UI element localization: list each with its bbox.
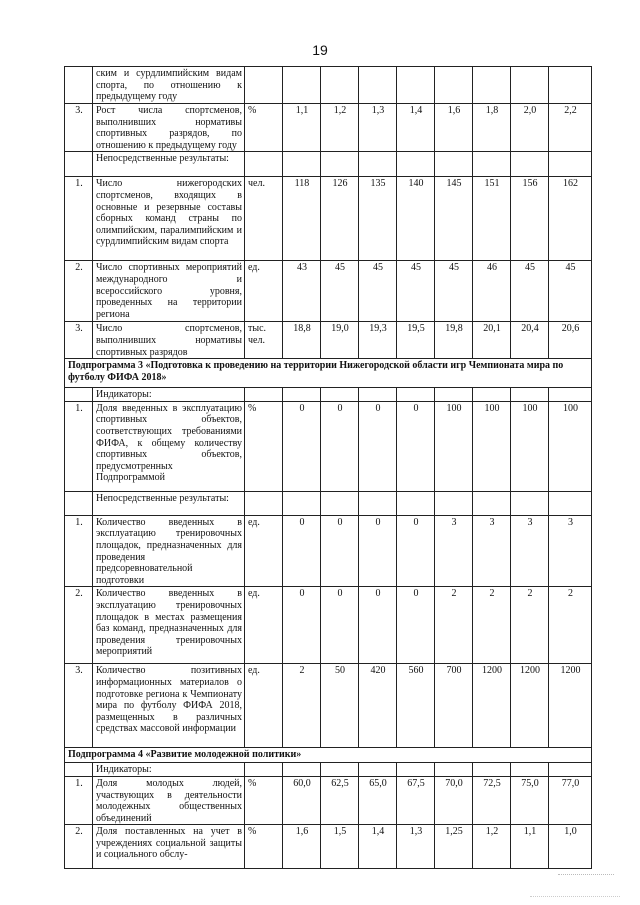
value-cell: 145 <box>435 177 473 261</box>
value-cell: 126 <box>321 177 359 261</box>
unit-cell: % <box>245 825 283 869</box>
unit-cell: тыс. чел. <box>245 322 283 359</box>
value-cell <box>397 388 435 402</box>
value-cell: 1,6 <box>435 104 473 152</box>
value-cell <box>435 152 473 177</box>
value-cell: 72,5 <box>473 776 511 824</box>
value-cell <box>397 491 435 515</box>
value-cell: 1,8 <box>473 104 511 152</box>
table-body <box>65 67 592 869</box>
indicator-name: Число спортивных мероприятий международного и всероссийского уровня, проведенных на территории региона <box>93 261 245 322</box>
value-cell: 67,5 <box>397 776 435 824</box>
value-cell <box>473 388 511 402</box>
table-row <box>65 763 592 777</box>
value-cell: 100 <box>549 401 592 491</box>
value-cell: 2 <box>435 587 473 664</box>
value-cell <box>321 152 359 177</box>
indicator-name: ским и сурдлимпийским видам спорта, по отношению к предыдущему году <box>93 67 245 104</box>
value-cell: 45 <box>511 261 549 322</box>
unit-cell <box>245 388 283 402</box>
value-cell: 0 <box>283 515 321 587</box>
value-cell <box>283 763 321 777</box>
row-number: 3. <box>65 664 93 748</box>
value-cell: 1200 <box>473 664 511 748</box>
value-cell: 0 <box>359 401 397 491</box>
indicator-name: Число нижегородских спортсменов, входящих в основные и резервные составы сборных команд страны по олимпийским, паралимпийским и сурдлимпийским видам спорта <box>93 177 245 261</box>
unit-cell <box>245 152 283 177</box>
value-cell: 1,3 <box>359 104 397 152</box>
value-cell <box>473 491 511 515</box>
value-cell: 100 <box>511 401 549 491</box>
table-row <box>65 67 592 104</box>
value-cell: 420 <box>359 664 397 748</box>
value-cell: 1,6 <box>283 825 321 869</box>
value-cell: 0 <box>321 401 359 491</box>
value-cell <box>511 152 549 177</box>
value-cell <box>473 67 511 104</box>
table-row <box>65 664 592 748</box>
value-cell: 3 <box>473 515 511 587</box>
value-cell: 162 <box>549 177 592 261</box>
value-cell: 0 <box>359 587 397 664</box>
value-cell: 50 <box>321 664 359 748</box>
unit-cell: ед. <box>245 587 283 664</box>
value-cell <box>283 491 321 515</box>
value-cell <box>511 491 549 515</box>
unit-cell <box>245 67 283 104</box>
value-cell <box>283 388 321 402</box>
unit-cell: ед. <box>245 261 283 322</box>
value-cell: 3 <box>511 515 549 587</box>
value-cell <box>435 388 473 402</box>
row-number: 1. <box>65 401 93 491</box>
value-cell <box>321 763 359 777</box>
unit-cell: ед. <box>245 664 283 748</box>
indicator-name: Индикаторы: <box>93 388 245 402</box>
row-number <box>65 388 93 402</box>
value-cell <box>397 67 435 104</box>
value-cell: 46 <box>473 261 511 322</box>
value-cell: 100 <box>435 401 473 491</box>
row-number: 2. <box>65 587 93 664</box>
value-cell: 1,2 <box>321 104 359 152</box>
unit-cell <box>245 763 283 777</box>
value-cell: 1,0 <box>549 825 592 869</box>
row-number: 1. <box>65 776 93 824</box>
row-number <box>65 67 93 104</box>
indicator-name: Доля поставленных на учет в учреждениях социальной защиты и социального обслу- <box>93 825 245 869</box>
value-cell: 20,1 <box>473 322 511 359</box>
value-cell: 19,0 <box>321 322 359 359</box>
value-cell: 19,8 <box>435 322 473 359</box>
value-cell <box>549 152 592 177</box>
value-cell <box>359 491 397 515</box>
subprogram-title: Подпрограмма 3 «Подготовка к проведению на территории Нижегородской области игр Чемпионата мира по футболу ФИФА 2018» <box>65 359 592 388</box>
row-number: 1. <box>65 177 93 261</box>
value-cell: 1,5 <box>321 825 359 869</box>
unit-cell: % <box>245 401 283 491</box>
value-cell: 65,0 <box>359 776 397 824</box>
value-cell: 1,25 <box>435 825 473 869</box>
value-cell: 151 <box>473 177 511 261</box>
value-cell: 156 <box>511 177 549 261</box>
value-cell: 20,4 <box>511 322 549 359</box>
value-cell: 0 <box>359 515 397 587</box>
indicator-name: Доля молодых людей, участвующих в деятельности молодежных общественных объединений <box>93 776 245 824</box>
value-cell: 0 <box>283 401 321 491</box>
value-cell <box>435 491 473 515</box>
row-number: 3. <box>65 104 93 152</box>
value-cell: 2 <box>473 587 511 664</box>
indicator-name: Непосредственные результаты: <box>93 152 245 177</box>
value-cell: 700 <box>435 664 473 748</box>
value-cell <box>511 67 549 104</box>
row-number: 3. <box>65 322 93 359</box>
value-cell: 75,0 <box>511 776 549 824</box>
indicator-name: Рост числа спортсменов, выполнивших нормативы спортивных разрядов, по отношению к предыдущему году <box>93 104 245 152</box>
value-cell: 3 <box>549 515 592 587</box>
value-cell <box>359 763 397 777</box>
table-row <box>65 587 592 664</box>
value-cell: 19,5 <box>397 322 435 359</box>
value-cell: 100 <box>473 401 511 491</box>
value-cell <box>549 763 592 777</box>
indicator-name: Непосредственные результаты: <box>93 491 245 515</box>
table-row <box>65 401 592 491</box>
value-cell: 1,1 <box>511 825 549 869</box>
value-cell <box>511 763 549 777</box>
value-cell: 118 <box>283 177 321 261</box>
value-cell: 135 <box>359 177 397 261</box>
value-cell <box>549 388 592 402</box>
value-cell: 1200 <box>511 664 549 748</box>
row-number: 2. <box>65 261 93 322</box>
table-row <box>65 104 592 152</box>
value-cell: 18,8 <box>283 322 321 359</box>
table-row <box>65 388 592 402</box>
subprogram-title: Подпрограмма 4 «Развитие молодежной политики» <box>65 748 592 763</box>
value-cell: 45 <box>321 261 359 322</box>
value-cell: 43 <box>283 261 321 322</box>
value-cell <box>397 152 435 177</box>
value-cell: 0 <box>397 515 435 587</box>
indicators-table <box>64 66 592 869</box>
value-cell <box>359 67 397 104</box>
indicator-name: Индикаторы: <box>93 763 245 777</box>
value-cell: 1,3 <box>397 825 435 869</box>
indicator-name: Число спортсменов, выполнивших нормативы спортивных разрядов <box>93 322 245 359</box>
value-cell <box>321 491 359 515</box>
value-cell: 0 <box>397 401 435 491</box>
value-cell: 19,3 <box>359 322 397 359</box>
value-cell <box>397 763 435 777</box>
value-cell: 1,2 <box>473 825 511 869</box>
unit-cell: чел. <box>245 177 283 261</box>
table-row <box>65 152 592 177</box>
value-cell: 2 <box>549 587 592 664</box>
value-cell <box>511 388 549 402</box>
value-cell: 45 <box>435 261 473 322</box>
indicator-name: Количество введенных в эксплуатацию тренировочных площадок в местах размещения баз команд, предназначенных для проведения тренировочных мероприятий <box>93 587 245 664</box>
row-number: 2. <box>65 825 93 869</box>
value-cell <box>549 67 592 104</box>
value-cell: 0 <box>321 515 359 587</box>
value-cell: 0 <box>397 587 435 664</box>
value-cell: 0 <box>321 587 359 664</box>
value-cell: 1,1 <box>283 104 321 152</box>
value-cell: 2 <box>511 587 549 664</box>
row-number <box>65 763 93 777</box>
value-cell: 45 <box>359 261 397 322</box>
indicator-name: Количество позитивных информационных материалов о подготовке региона к Чемпионату мира по футболу ФИФА 2018, размещенных в различных средствах массовой информации <box>93 664 245 748</box>
indicator-name: Доля введенных в эксплуатацию спортивных объектов, соответствующих требованиями ФИФА, к общему количеству спортивных объектов, предусмотренных Подпрограммой <box>93 401 245 491</box>
value-cell: 2,0 <box>511 104 549 152</box>
value-cell: 45 <box>397 261 435 322</box>
value-cell: 1200 <box>549 664 592 748</box>
value-cell <box>549 491 592 515</box>
unit-cell <box>245 491 283 515</box>
row-number <box>65 491 93 515</box>
table-row <box>65 322 592 359</box>
row-number <box>65 152 93 177</box>
value-cell: 20,6 <box>549 322 592 359</box>
subprogram-row <box>65 359 592 388</box>
value-cell: 0 <box>283 587 321 664</box>
indicator-name: Количество введенных в эксплуатацию тренировочных площадок, предназначенных для проведения предсоревновательной подготовки <box>93 515 245 587</box>
subprogram-row <box>65 748 592 763</box>
page-number: 19 <box>312 42 328 58</box>
table-row <box>65 177 592 261</box>
value-cell <box>435 67 473 104</box>
value-cell <box>283 67 321 104</box>
value-cell <box>321 388 359 402</box>
value-cell <box>473 152 511 177</box>
value-cell: 2,2 <box>549 104 592 152</box>
value-cell: 560 <box>397 664 435 748</box>
unit-cell: % <box>245 104 283 152</box>
value-cell: 140 <box>397 177 435 261</box>
value-cell: 1,4 <box>397 104 435 152</box>
unit-cell: % <box>245 776 283 824</box>
table-row <box>65 825 592 869</box>
value-cell: 45 <box>549 261 592 322</box>
scan-artifact <box>558 864 614 875</box>
value-cell: 77,0 <box>549 776 592 824</box>
table-row <box>65 261 592 322</box>
value-cell <box>359 152 397 177</box>
value-cell: 60,0 <box>283 776 321 824</box>
value-cell <box>473 763 511 777</box>
value-cell: 62,5 <box>321 776 359 824</box>
value-cell <box>435 763 473 777</box>
value-cell: 1,4 <box>359 825 397 869</box>
scan-artifact <box>530 890 620 897</box>
table-row <box>65 515 592 587</box>
value-cell: 2 <box>283 664 321 748</box>
value-cell <box>283 152 321 177</box>
row-number: 1. <box>65 515 93 587</box>
value-cell: 3 <box>435 515 473 587</box>
table-row <box>65 491 592 515</box>
unit-cell: ед. <box>245 515 283 587</box>
value-cell <box>321 67 359 104</box>
table-row <box>65 776 592 824</box>
value-cell <box>359 388 397 402</box>
value-cell: 70,0 <box>435 776 473 824</box>
